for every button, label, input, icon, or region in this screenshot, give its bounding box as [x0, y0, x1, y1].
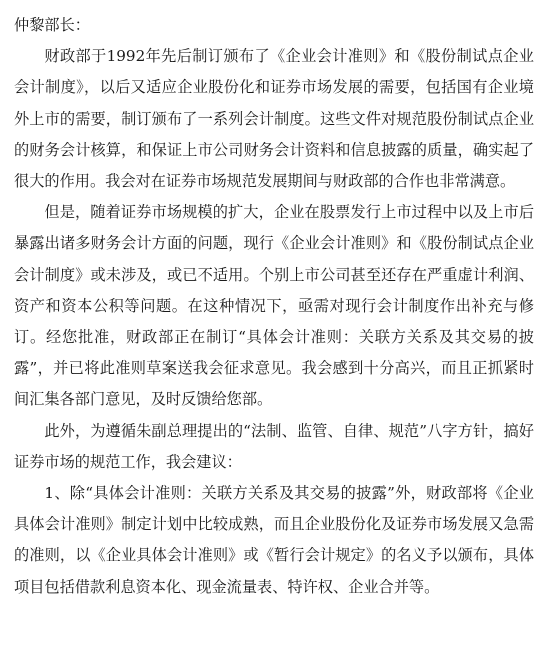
salutation: 仲黎部长： [14, 16, 90, 34]
paragraph-suggestions-intro: 此外，为遵循朱副总理提出的“法制、监管、自律、规范”八字方针，搞好证券市场的规范工作，我会建议： [14, 421, 534, 471]
paragraph-market-problems: 但是，随着证券市场规模的扩大，企业在股票发行上市过程中以及上市后暴露出诸多财务会计方面的问题，现行《企业会计准则》和《股份制试点企业会计制度》或未涉及，或已不适用。个别上市公司甚至还存在严重虚计利润、资产和资本公积等问题。在这种情况下，亟需对现行会计制度作出补充与修订。经您批准，财政部正在制订“具体会计准则：关联方关系及其交易的披露”，并已将此准则草案送我会征求意见。我会感到十分高兴，而且正抓紧时间汇集各部门意见，及时反馈给您部。 [14, 203, 534, 409]
paragraph-suggestion-1: 1、除“具体会计准则：关联方关系及其交易的披露”外，财政部将《企业具体会计准则》制定计划中比较成熟，而且企业股份化及证券市场发展又急需的准则，以《企业具体会计准则》或《暂行会计规定》的名义予以颁布，具体项目包括借款利息资本化、现金流量表、特许权、企业合并等。 [14, 484, 534, 596]
paragraph-accounting-standards: 财政部于1992年先后制订颁布了《企业会计准则》和《股份制试点企业会计制度》，以后又适应企业股份化和证券市场发展的需要，包括国有企业境外上市的需要，制订颁布了一系列会计制度。这些文件对规范股份制试点企业的财务会计核算，和保证上市公司财务会计资料和信息披露的质量，确实起了很大的作用。我会对在证券市场规范发展期间与财政部的合作也非常满意。 [14, 47, 534, 191]
